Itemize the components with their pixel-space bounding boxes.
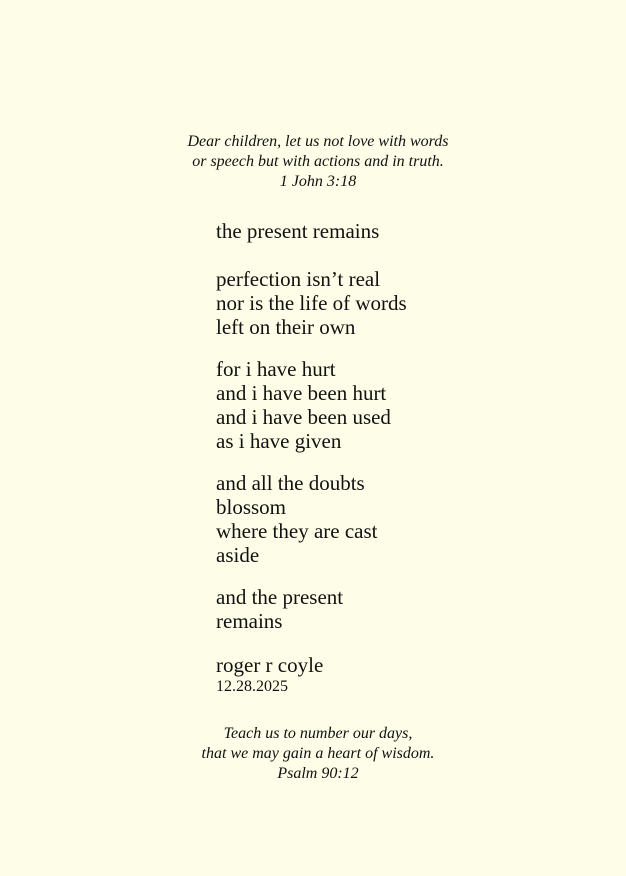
- poem-line: and the present: [216, 585, 344, 609]
- poem-title: the present remains: [216, 219, 380, 243]
- stanza: [216, 267, 407, 339]
- poem-line: and all the doubts: [216, 471, 365, 495]
- epigraph-line: that we may gain a heart of wisdom.: [201, 745, 435, 762]
- poem-line: perfection isn’t real: [216, 267, 381, 291]
- poem-line: where they are cast: [216, 519, 378, 543]
- poem-line: and i have been hurt: [216, 381, 387, 405]
- signature: [216, 653, 323, 697]
- poem: [216, 219, 407, 651]
- epigraph-line: or speech but with actions and in truth.: [192, 153, 444, 170]
- poem-line: for i have hurt: [216, 357, 336, 381]
- poem-line: remains: [216, 609, 283, 633]
- poem-line: as i have given: [216, 429, 342, 453]
- epigraph-citation: Psalm 90:12: [277, 765, 359, 782]
- stanza: [216, 357, 407, 453]
- bottom-epigraph: [0, 724, 626, 784]
- poem-line: and i have been used: [216, 405, 391, 429]
- author-name: roger r coyle: [216, 653, 324, 677]
- poem-date: 12.28.2025: [216, 678, 288, 695]
- epigraph-line: Dear children, let us not love with words: [187, 133, 449, 150]
- poem-line: blossom: [216, 495, 287, 519]
- poem-line: left on their own: [216, 315, 356, 339]
- epigraph-citation: 1 John 3:18: [279, 173, 357, 190]
- poem-line: aside: [216, 543, 260, 567]
- stanza: [216, 471, 407, 567]
- epigraph-line: Teach us to number our days,: [223, 725, 413, 742]
- stanza: [216, 585, 407, 633]
- top-epigraph: [0, 132, 626, 192]
- poem-line: nor is the life of words: [216, 291, 407, 315]
